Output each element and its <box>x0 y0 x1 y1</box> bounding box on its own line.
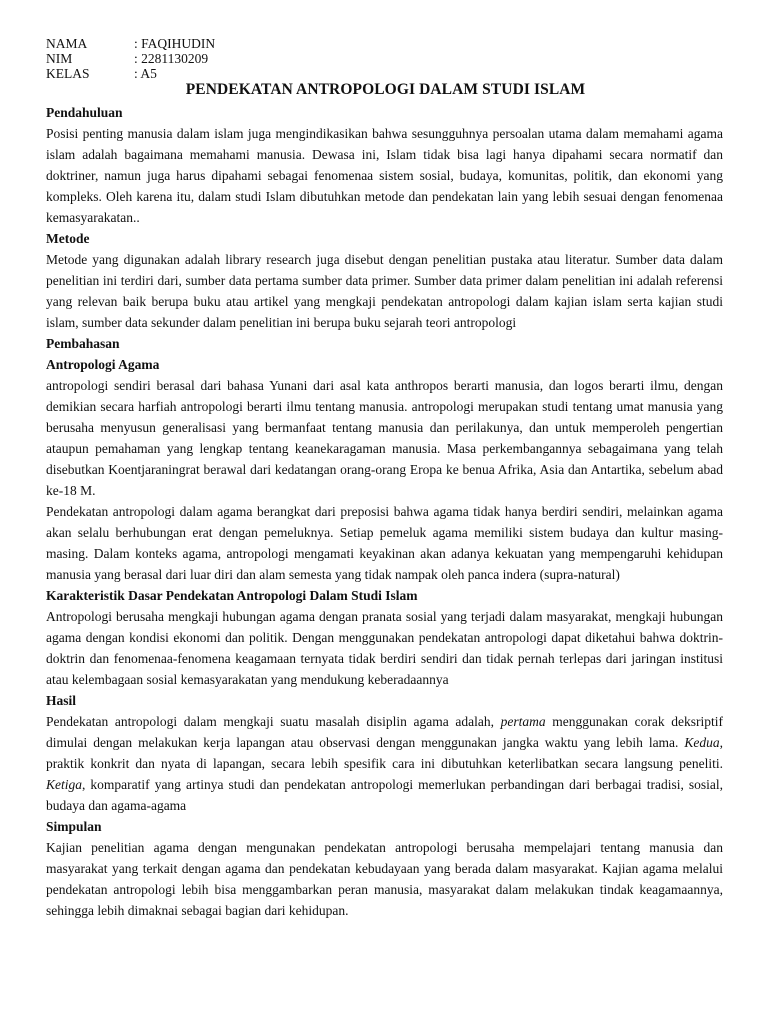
hasil-kedua: Kedua <box>684 735 720 750</box>
hasil-text-d: , komparatif yang artinya studi dan pendekatan antropologi memerlukan perbandingan dari berbagai tradisi, sosial, budaya dan agama-agama <box>46 777 723 813</box>
nama-value: : FAQIHUDIN <box>134 36 216 51</box>
heading-simpulan: Simpulan <box>46 819 102 834</box>
hasil-text-c: , praktik konkrit dan nyata di lapangan, secara lebih spesifik cara ini dibutuhkan keterlibatkan secara langsung peneliti. <box>46 735 723 771</box>
hasil-text-b: menggunakan corak deksriptif dimulai dengan melakukan kerja lapangan atau observasi dengan menggunakan jangka waktu yang lebih lama. <box>46 714 724 750</box>
document-title: PENDEKATAN ANTROPOLOGI DALAM STUDI ISLAM <box>185 81 586 98</box>
identity-row-kelas <box>46 66 723 81</box>
paragraph-karakteristik: Antropologi berusaha mengkaji hubungan agama dengan pranata sosial yang terjadi dalam masyarakat, mengkaji hubungan agama dengan kondisi ekonomi dan politik. Dengan menggunakan pendekatan antropologi dapat diketahui bahwa doktrin-doktrin dan fenomenaa-fenomena keagamaan ternyata tidak berdiri sendiri dan tidak pernah terlepas dari jaringan institusi atau kelembagaan sosial kemasyarakatan yang mendukung keberadaannya <box>46 609 723 687</box>
identity-row-nama <box>46 36 723 51</box>
identity-row-nim <box>46 51 723 66</box>
hasil-text-a: Pendekatan antropologi dalam mengkaji suatu masalah disiplin agama adalah, <box>46 714 501 729</box>
paragraph-antropologi-agama-2: Pendekatan antropologi dalam agama berangkat dari preposisi bahwa agama tidak hanya berdiri sendiri, melainkan agama akan selalu berhubungan erat dengan pemeluknya. Setiap pemeluk agama memiliki sistem budaya dan kultur masing-masing. Dalam konteks agama, antropologi mengamati keyakinan akan adanya kekuatan yang mempengaruhi kehidupan manusia yang berasal dari luar diri dan alam semesta yang tidak nampak oleh panca indera (supra-natural) <box>46 504 723 582</box>
paragraph-simpulan: Kajian penelitian agama dengan mengunakan pendekatan antropologi berusaha mempelajari tentang manusia dan masyarakat yang terkait dengan agama dan pendekatan kebudayaan yang berada dalam masyarakat. Kajian agama melalui pendekatan antropologi lebih bisa menggambarkan peran manusia, masyarakat dalam melakukan tindak keagamaannya, sehingga lebih dimaknai sebagai bagian dari kehidupan. <box>46 840 723 918</box>
heading-antropologi-agama: Antropologi Agama <box>46 357 160 372</box>
hasil-pertama: pertama <box>500 714 546 729</box>
nim-label: NIM <box>46 51 73 66</box>
kelas-label: KELAS <box>46 66 90 81</box>
paragraph-pendahuluan: Posisi penting manusia dalam islam juga mengindikasikan bahwa sesungguhnya persoalan utama dalam memahami agama islam adalah bagaimana memahami manusia. Dewasa ini, Islam tidak bisa lagi hanya dipahami secara normatif dan doktriner, namun juga harus dipahami sebagai fenomenaa sistem sosial, budaya, komunitas, politik, dan ekonomi yang kompleks. Oleh karena itu, dalam studi Islam dibutuhkan metode dan pendekatan lain yang lebih sesuai dengan fenomenaa kemasyarakatan.. <box>46 126 723 225</box>
student-identity <box>46 36 723 81</box>
paragraph-hasil <box>46 711 723 816</box>
nama-label: NAMA <box>46 36 88 51</box>
hasil-ketiga: Ketiga <box>46 777 82 792</box>
paragraph-antropologi-agama-1: antropologi sendiri berasal dari bahasa Yunani dari asal kata anthropos berarti manusia, dan logos berarti ilmu, dengan demikian secara harfiah antropologi berarti ilmu tentang manusia. antropologi merupakan studi tentang umat manusia yang berusaha menyusun generalisasi yang bermanfaat tentang manusia dan perilakunya, dan untuk memperoleh pengertian ataupun pemahaman yang lengkap tentang keanekaragaman manusia. Masa perkembangannya sebagaimana yang telah disebutkan Koentjaraningrat berawal dari kedatangan orang-orang Eropa ke benua Afrika, Asia dan Antartika, sebelum abad ke-18 M. <box>46 378 723 498</box>
heading-hasil: Hasil <box>46 693 77 708</box>
kelas-value: : A5 <box>134 66 157 81</box>
heading-metode: Metode <box>46 231 90 246</box>
heading-pendahuluan: Pendahuluan <box>46 105 123 120</box>
heading-pembahasan: Pembahasan <box>46 336 120 351</box>
document-body <box>46 102 723 921</box>
paragraph-metode: Metode yang digunakan adalah library research juga disebut dengan penelitian pustaka atau literatur. Sumber data dalam penelitian ini terdiri dari, sumber data pertama sumber data primer. Sumber data primer dalam penelitian ini adalah referensi yang relevan baik berupa buku atau artikel yang mengkaji pendekatan antropologi dalam kajian islam serta kajian studi islam, sumber data sekunder dalam penelitian ini berupa buku sejarah teori antropologi <box>46 252 723 330</box>
nim-value: : 2281130209 <box>134 51 209 66</box>
heading-karakteristik: Karakteristik Dasar Pendekatan Antropologi Dalam Studi Islam <box>46 588 418 603</box>
